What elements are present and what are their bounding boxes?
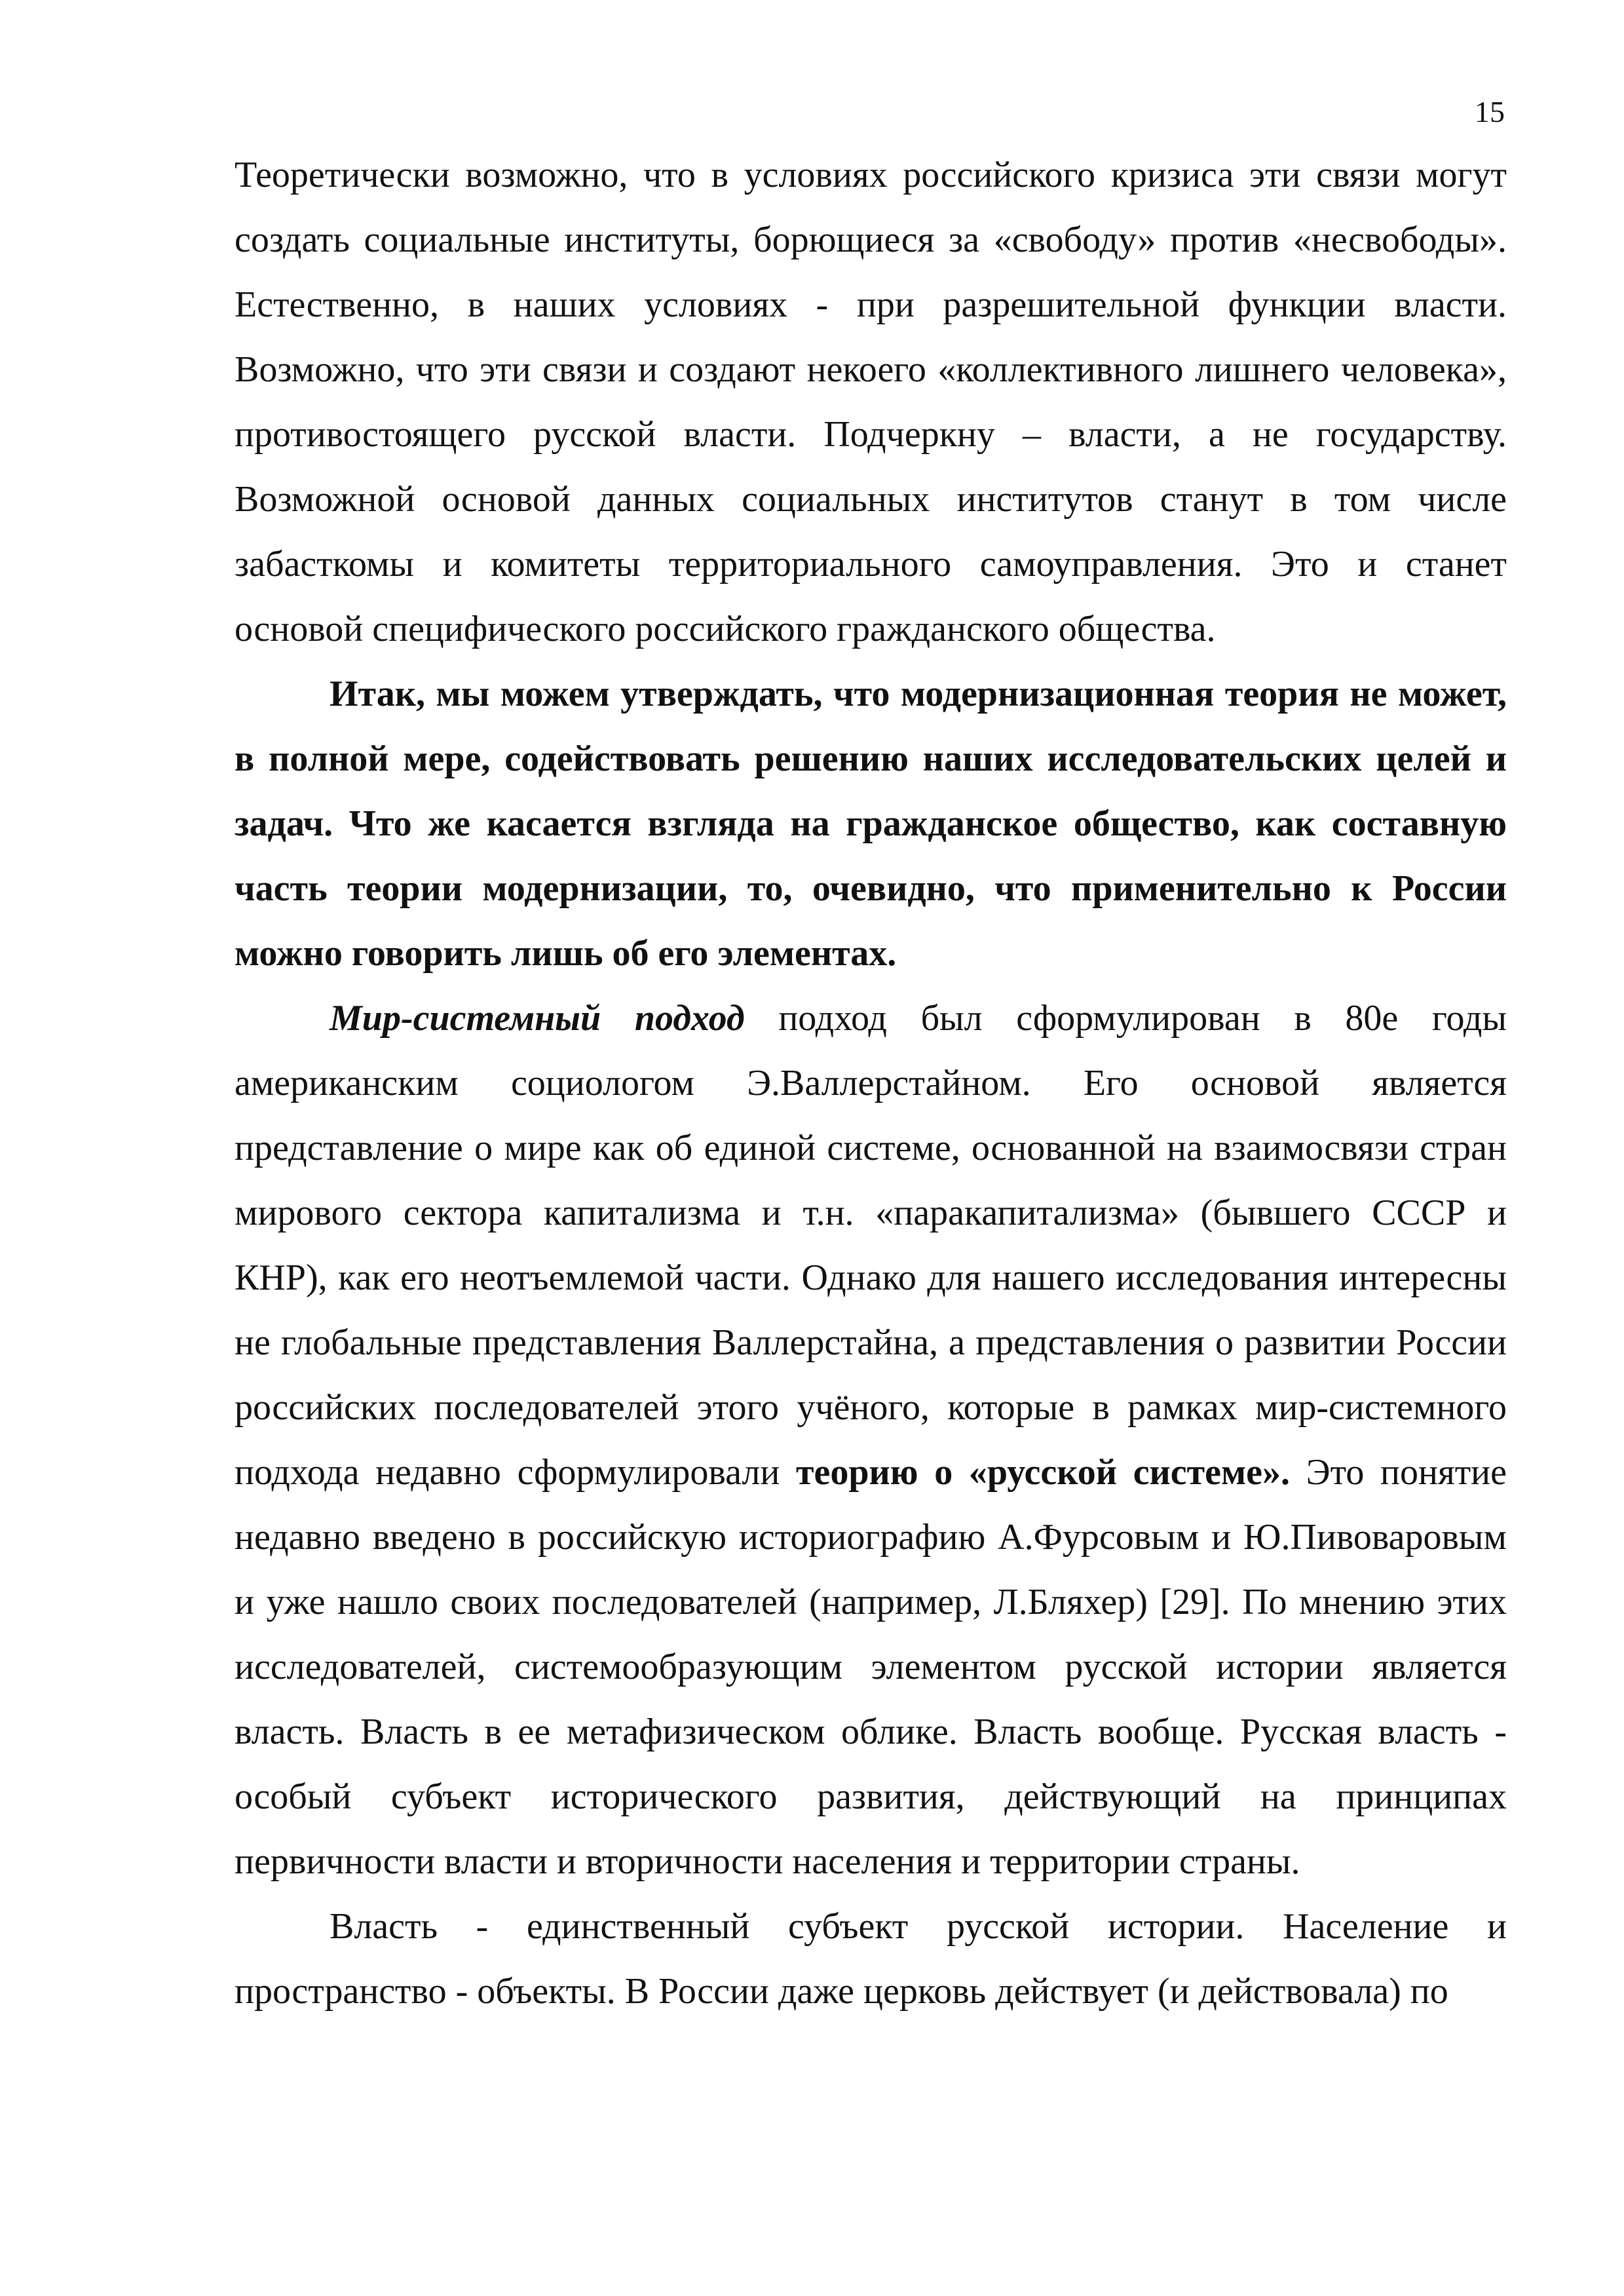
document-body bbox=[235, 143, 1507, 2024]
paragraph-2-conclusion: Итак, мы можем утверждать, что модернизационная теория не может, в полной мере, содействовать решению наших исследовательских целей и задач. Что же касается взгляда на гражданское общество, как составную часть теории модернизации, то, очевидно, что применительно к России можно говорить лишь об его элементах. bbox=[235, 674, 1507, 974]
paragraph-1: Теоретически возможно, что в условиях российского кризиса эти связи могут создать социальные институты, борющиеся за «свободу» против «несвободы». Естественно, в наших условиях - при разрешительной функции власти. Возможно, что эти связи и создают некоего «коллективного лишнего человека», противостоящего русской власти. Подчеркну – власти, а не государству. Возможной основой данных социальных институтов станут в том числе забасткомы и комитеты территориального самоуправления. Это и станет основой специфического российского гражданского общества. bbox=[235, 155, 1507, 649]
term-world-system-approach: Мир-системный подход bbox=[330, 998, 745, 1039]
paragraph-3-text-b: Это понятие недавно введено в российскую историографию А.Фурсовым и Ю.Пивоваровым и уже нашло своих последователей (например, Л.Бляхер) [29]. По мнению этих исследователей, системообразующим элементом русской истории является власть. Власть в ее метафизическом облике. Власть вообще. Русская власть - особый субъект исторического развития, действующий на принципах первичности власти и вторичности населения и территории страны. bbox=[235, 1452, 1507, 1882]
term-russian-system: теорию о «русской системе». bbox=[796, 1452, 1291, 1493]
paragraph-4: Власть - единственный субъект русской истории. Население и пространство - объекты. В России даже церковь действует (и действовала) по bbox=[235, 1906, 1507, 2012]
paragraph-3 bbox=[235, 986, 1507, 1894]
page-number: 15 bbox=[1475, 95, 1505, 128]
paragraph-3-text-a: подход был сформулирован в 80е годы американским социологом Э.Валлерстайном. Его основой является представление о мире как об единой системе, основанной на взаимосвязи стран мирового сектора капитализма и т.н. «паракапитализма» (бывшего СССР и КНР), как его неотъемлемой части. Однако для нашего исследования интересны не глобальные представления Валлерстайна, а представления о развитии России российских последователей этого учёного, которые в рамках мир-системного подхода недавно сформулировали bbox=[235, 998, 1507, 1493]
